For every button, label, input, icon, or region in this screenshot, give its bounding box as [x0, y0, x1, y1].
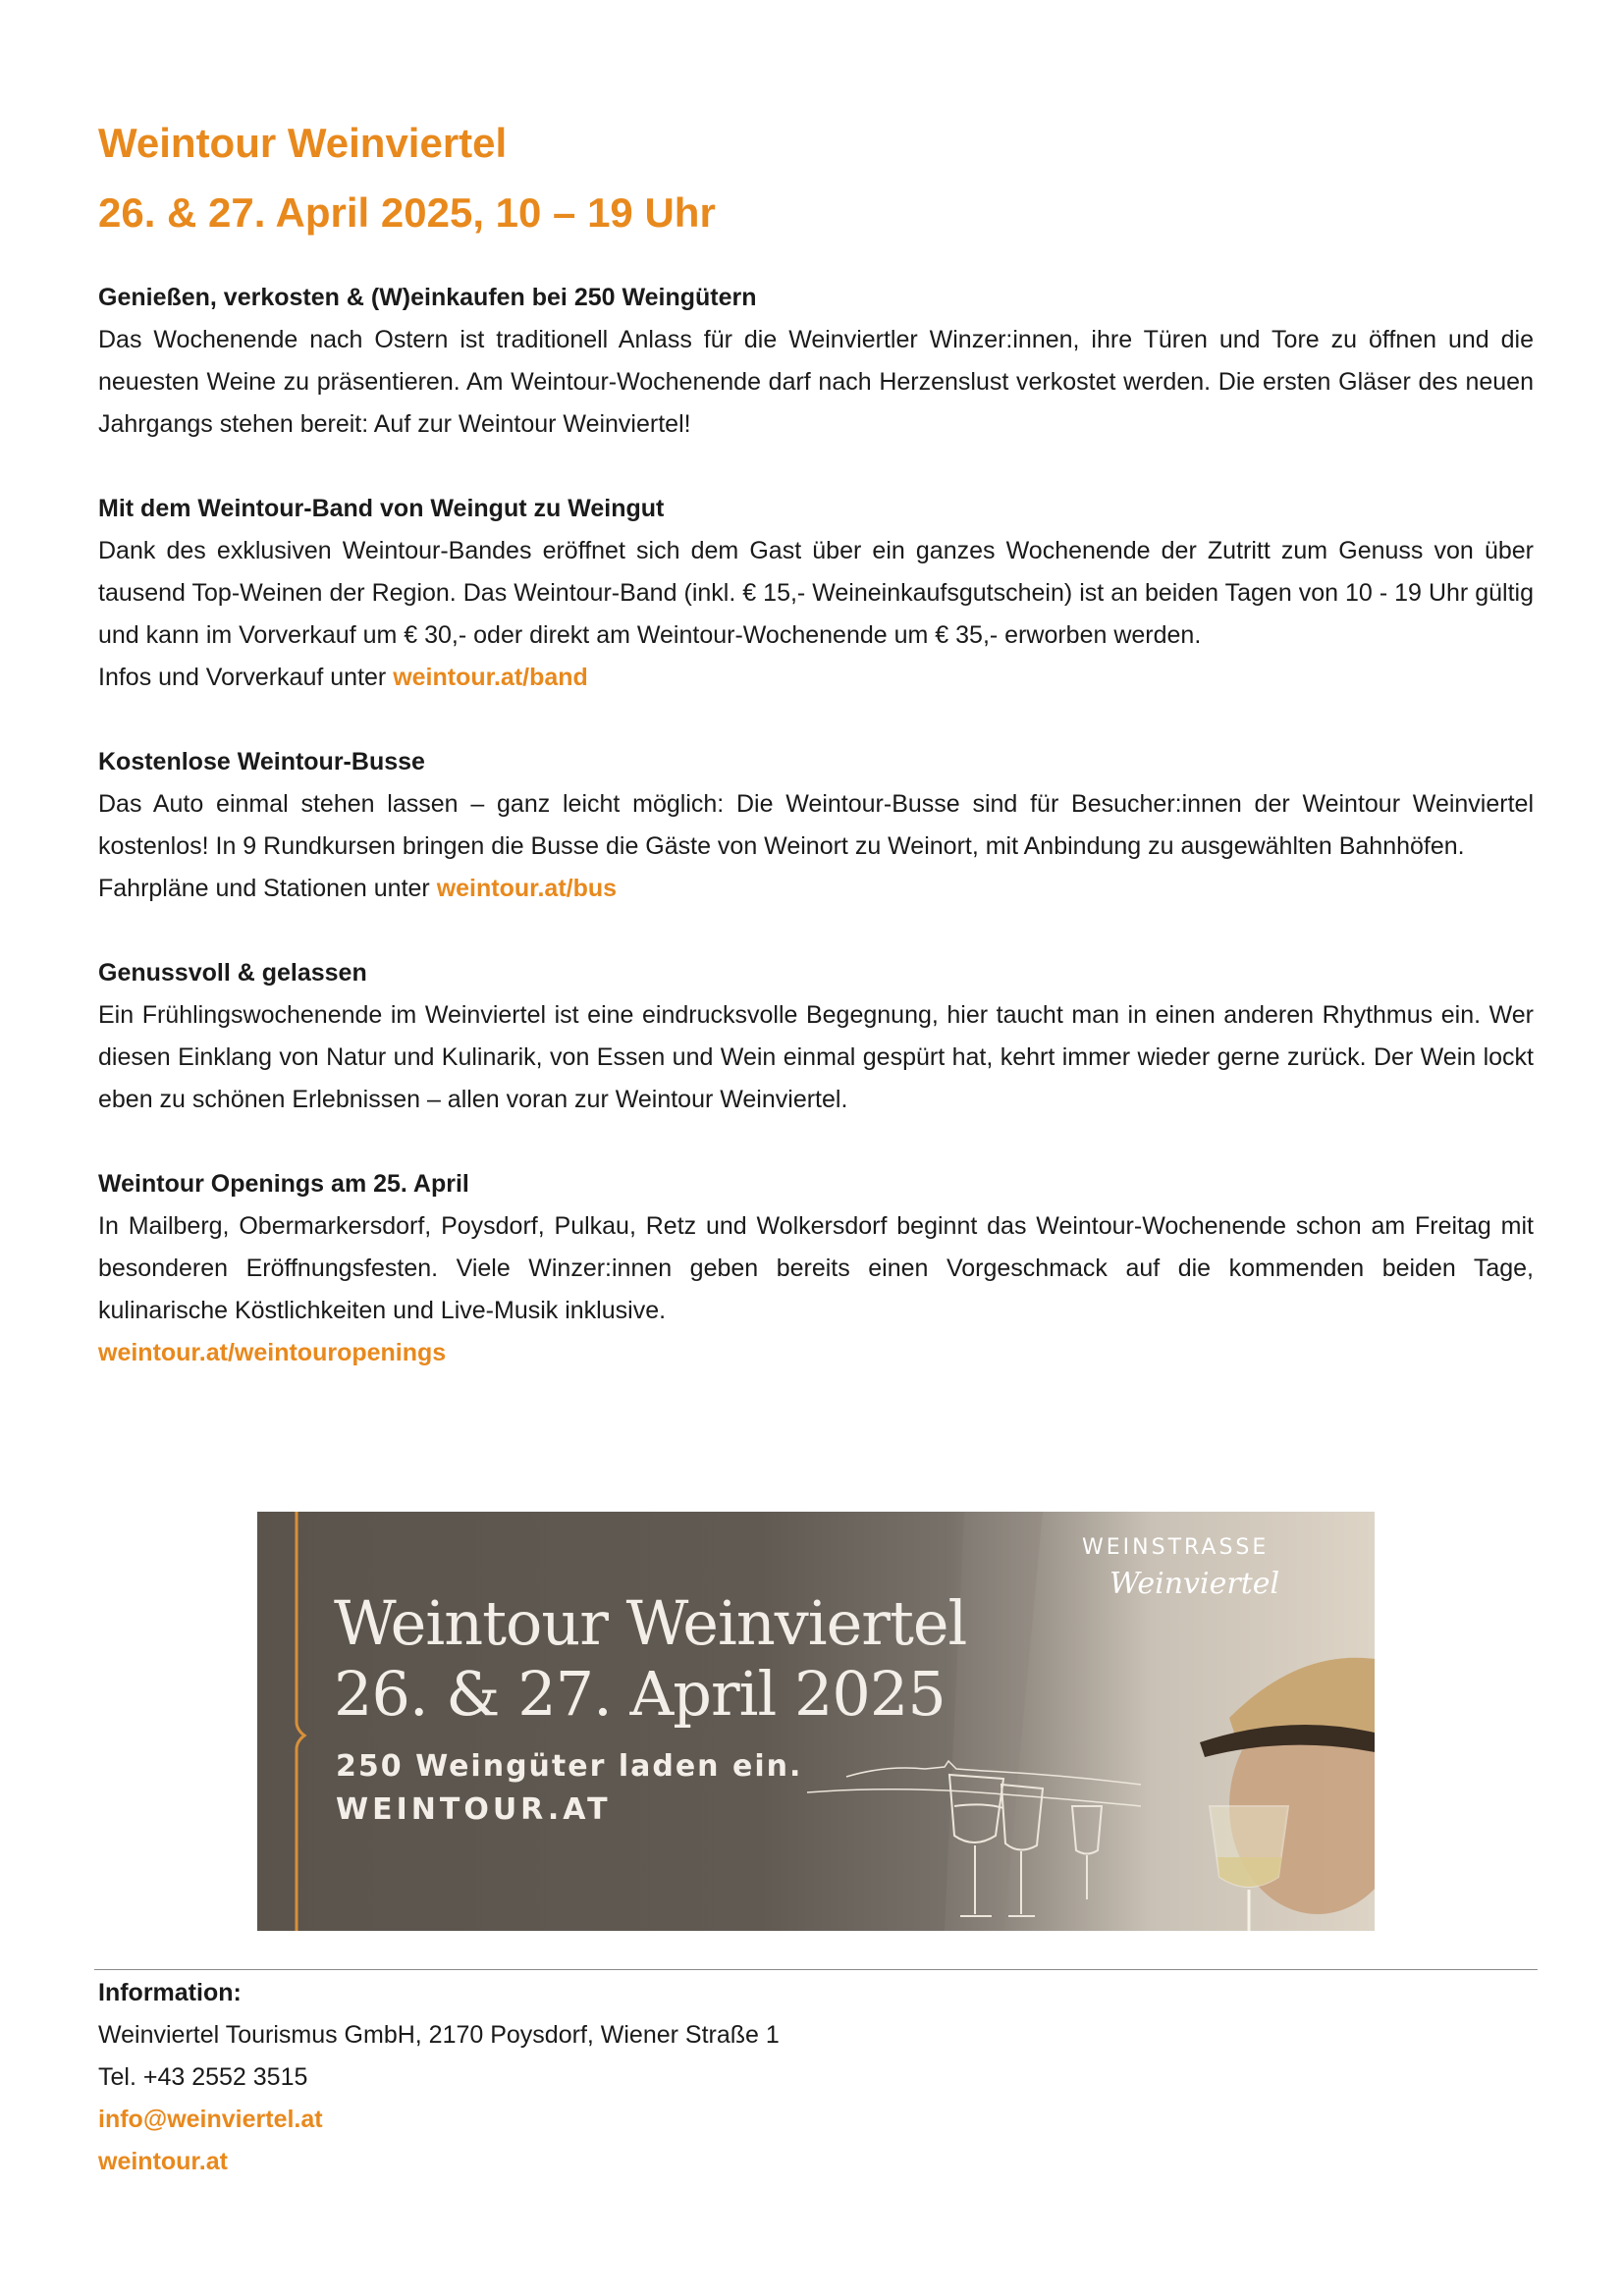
- info-heading: Information:: [98, 1979, 242, 2006]
- section-link-line: [98, 868, 1534, 910]
- openings-link[interactable]: weintour.at/weintouropenings: [98, 1339, 447, 1366]
- banner-tagline: 250 Weingüter laden ein.: [336, 1749, 803, 1784]
- footer-divider: [94, 1969, 1538, 1970]
- website-link[interactable]: weintour.at: [98, 2148, 228, 2175]
- document-body: [98, 108, 1534, 1374]
- promo-banner[interactable]: [257, 1512, 1375, 1931]
- section-heading: Genussvoll & gelassen: [98, 959, 367, 987]
- email-link[interactable]: info@weinviertel.at: [98, 2106, 323, 2133]
- section-link-line: [98, 1332, 1534, 1374]
- link-prefix: Fahrpläne und Stationen unter: [98, 875, 437, 902]
- section-genussvoll: [98, 952, 1534, 1121]
- page-title-line1: Weintour Weinviertel: [98, 120, 508, 166]
- section-body: In Mailberg, Obermarkersdorf, Poysdorf, Pulkau, Retz und Wolkersdorf beginnt das Weintour-Wochenende schon am Freitag mit besonderen Eröffnungsfesten. Viele Winzer:innen geben bereits einen Vorgeschmack auf die kommenden beiden Tage, kulinarische Köstlichkeiten und Live-Musik inklusive.: [98, 1212, 1534, 1324]
- section-body: Das Auto einmal stehen lassen – ganz leicht möglich: Die Weintour-Busse sind für Besucher:innen der Weintour Weinviertel kostenlos! In 9 Rundkursen bringen die Busse die Gäste von Weinort zu Weinort, mit Anbindung zu ausgewählten Bahnhöfen.: [98, 790, 1534, 860]
- banner-title: Weintour Weinviertel: [334, 1587, 967, 1659]
- section-busse: [98, 741, 1534, 910]
- page-title-line2: 26. & 27. April 2025, 10 – 19 Uhr: [98, 189, 716, 236]
- section-heading: Genießen, verkosten & (W)einkaufen bei 250 Weingütern: [98, 284, 757, 311]
- bus-link[interactable]: weintour.at/bus: [436, 875, 618, 902]
- section-heading: Kostenlose Weintour-Busse: [98, 748, 425, 775]
- section-geniessen: [98, 277, 1534, 446]
- banner-date: 26. & 27. April 2025: [334, 1658, 946, 1730]
- info-email-line: [98, 2099, 1534, 2141]
- brand-weinviertel-script-logo: Weinviertel: [1109, 1567, 1280, 1601]
- section-link-line: [98, 657, 1534, 699]
- contact-info: [98, 1972, 1534, 2183]
- info-phone: Tel. +43 2552 3515: [98, 2063, 308, 2091]
- brand-weinstrasse-logo: WEINSTRASSE: [1082, 1535, 1270, 1560]
- section-openings: [98, 1163, 1534, 1374]
- section-weintour-band: [98, 488, 1534, 699]
- section-body: Ein Frühlingswochenende im Weinviertel ist eine eindrucksvolle Begegnung, hier taucht man in einen anderen Rhythmus ein. Wer diesen Einklang von Natur und Kulinarik, von Essen und Wein einmal gespürt hat, kehrt immer wieder gerne zurück. Der Wein lockt eben zu schönen Erlebnissen – allen voran zur Weintour Weinviertel.: [98, 1001, 1534, 1113]
- section-body: Dank des exklusiven Weintour-Bandes eröffnet sich dem Gast über ein ganzes Wochenende der Zutritt zum Genuss von über tausend Top-Weinen der Region. Das Weintour-Band (inkl. € 15,- Weineinkaufsgutschein) ist an beiden Tagen von 10 - 19 Uhr gültig und kann im Vorverkauf um € 30,- oder direkt am Weintour-Wochenende um € 35,- erworben werden.: [98, 537, 1534, 649]
- band-link[interactable]: weintour.at/band: [393, 664, 588, 691]
- info-website-line: [98, 2141, 1534, 2183]
- section-heading: Mit dem Weintour-Band von Weingut zu Weingut: [98, 495, 665, 522]
- section-body: Das Wochenende nach Ostern ist traditionell Anlass für die Weinviertler Winzer:innen, ihre Türen und Tore zu öffnen und die neuesten Weine zu präsentieren. Am Weintour-Wochenende darf nach Herzenslust verkostet werden. Die ersten Gläser des neuen Jahrgangs stehen bereit: Auf zur Weintour Weinviertel!: [98, 326, 1534, 438]
- section-heading: Weintour Openings am 25. April: [98, 1170, 469, 1198]
- info-address: Weinviertel Tourismus GmbH, 2170 Poysdorf, Wiener Straße 1: [98, 2021, 780, 2049]
- banner-url: WEINTOUR.AT: [336, 1792, 612, 1827]
- link-prefix: Infos und Vorverkauf unter: [98, 664, 394, 691]
